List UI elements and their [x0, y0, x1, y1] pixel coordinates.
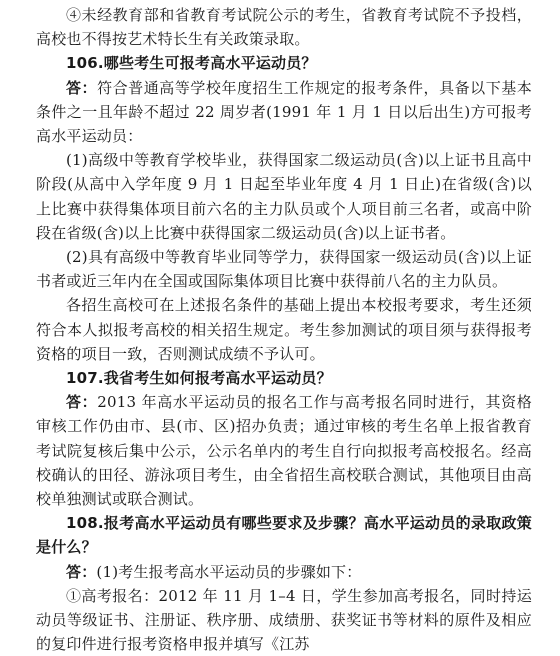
question-heading-107 [36, 366, 532, 390]
answer-paragraph-107 [36, 390, 532, 511]
paragraph-text: 2013 年高水平运动员的报名工作与高考报名同时进行，其资格审核工作仍由市、县(市、区)招办负责；通过审核的考生名单上报省教育考试院复核后集中公示，公示名单内的考生自行向拟报考高校报名。经高校确认的田径、游泳项目考生，由全省招生高校联合测试，其他项目由高校单独测试或联合测试。 [36, 393, 532, 509]
paragraph-art-specialty-rule [36, 3, 532, 51]
answer-paragraph-108 [36, 560, 532, 584]
step-paragraph-1 [36, 584, 532, 656]
paragraph-text: (2)具有高级中等教育毕业同等学力，获得国家一级运动员(含)以上证书者或近三年内在全国或国际集体项目比赛中获得前八名的主力队员。 [36, 248, 532, 291]
answer-paragraph-106 [36, 76, 532, 149]
school-requirements-paragraph [36, 293, 532, 366]
paragraph-text: (1)考生报考高水平运动员的步骤如下： [96, 562, 362, 581]
answer-lead: 答： [66, 393, 98, 412]
condition-paragraph-2 [36, 245, 532, 293]
heading-text: 108.报考高水平运动员有哪些要求及步骤？高水平运动员的录取政策是什么？ [36, 514, 532, 557]
condition-paragraph-1 [36, 148, 532, 245]
paragraph-text: (1)高级中等教育学校毕业，获得国家二级运动员(含)以上证书且高中阶段(从高中入学年度 9 月 1 日起至毕业年度 4 月 1 日止)在省级(含)以上比赛中获得集体项目前六名的主力队员或个人项目前三名者，或高中阶段在省级(含)以上比赛中获得国家二级运动员(含)以上证书者。 [36, 151, 532, 242]
heading-text: 107.我省考生如何报考高水平运动员？ [66, 369, 332, 388]
paragraph-text: ①高考报名：2012 年 11 月 1–4 日，学生参加高考报名，同时持运动员等级证书、注册证、秩序册、成绩册、获奖证书等材料的原件及相应的复印件进行报考资格申报并填写《江苏 [36, 586, 532, 654]
question-heading-106 [36, 51, 532, 75]
document-page [36, 3, 532, 656]
question-heading-108 [36, 511, 532, 559]
answer-lead: 答： [66, 562, 97, 581]
paragraph-text: ④未经教育部和省教育考试院公示的考生，省教育考试院不予投档，高校也不得按艺术特长生有关政策录取。 [36, 6, 532, 49]
paragraph-text: 各招生高校可在上述报名条件的基础上提出本校报考要求，考生还须符合本人拟报考高校的相关招生规定。考生参加测试的项目须与获得报考资格的项目一致，否则测试成绩不予认可。 [36, 296, 532, 363]
paragraph-text: 符合普通高等学校年度招生工作规定的报考条件，具备以下基本条件之一且年龄不超过 22 周岁者(1991 年 1 月 1 日以后出生)方可报考高水平运动员： [36, 78, 532, 146]
answer-lead: 答： [66, 78, 98, 97]
heading-text: 106.哪些考生可报考高水平运动员？ [66, 54, 317, 73]
